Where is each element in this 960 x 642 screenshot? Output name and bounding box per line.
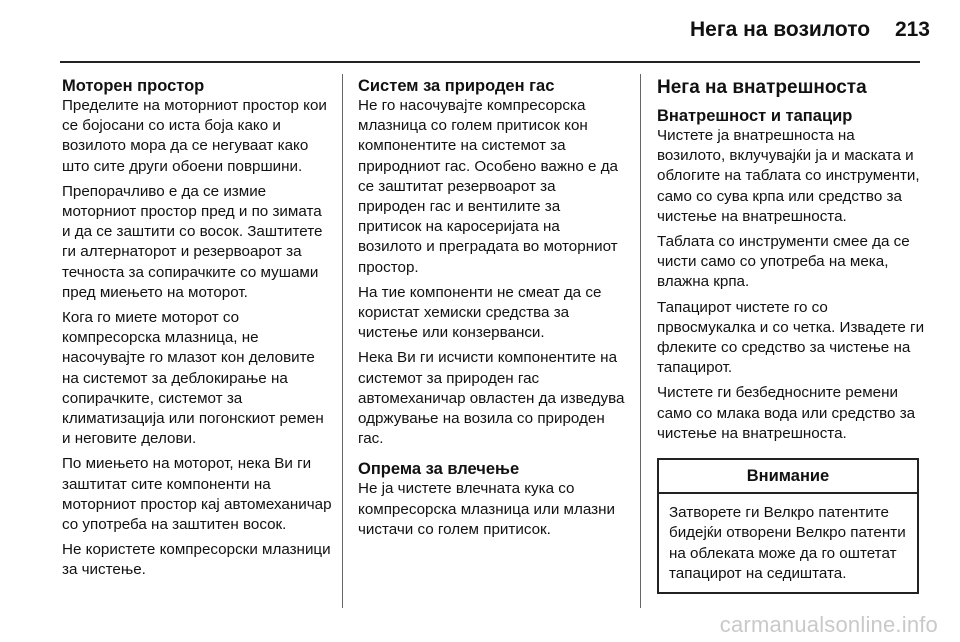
paragraph: Чистете ја внатрешноста на возилото, вклучувајќи ја и маската и облогите на таблата со инструменти, само со сува крпа или средство за чистење на внатрешноста. <box>657 127 920 225</box>
section-heading-towing-equipment: Опрема за влечење <box>358 460 520 479</box>
section-title-interior-care: Нега на внатрешноста <box>657 77 867 98</box>
column-divider-1 <box>342 74 343 608</box>
paragraph: Таблата со инструменти смее да се чисти само со употреба на мека, влажна крпа. <box>657 233 910 291</box>
paragraph: Кога го миете моторот со компресорска млазница, не насочувајте го млазот кон деловите на системот за деблокирање на сопирачките, системот за климатизација или погонскиот ремен и неговите делови. <box>62 309 324 448</box>
column-divider-2 <box>640 74 641 608</box>
caution-notice-text: Затворете ги Велкро патентите бидејќи отворени Велкро патенти на облеката може да го оштетат тапацирот на седиштата. <box>669 504 906 582</box>
caution-notice-title: Внимание <box>659 460 917 494</box>
paragraph: Не ја чистете влечната кука со компресорска млазница или млазни чистачи со голем притисок. <box>358 480 615 538</box>
column-engine-compartment <box>62 76 334 586</box>
section-heading-natural-gas: Систем за природен гас <box>358 77 555 95</box>
paragraph: Тапацирот чистете го со првосмукалка и со четка. Извадете ги флеките со средство за чистење на тапацирот. <box>657 298 925 377</box>
watermark: carmanualsonline.info <box>719 612 938 637</box>
paragraph: Нека Ви ги исчисти компонентите на системот за природен гас автомеханичар овластен да изведува одржување на возила со природен гас. <box>358 349 625 448</box>
page-number: 213 <box>894 18 930 41</box>
column-interior-care <box>657 76 927 594</box>
page-header-title: Нега на возилото <box>690 18 871 41</box>
column-natural-gas <box>358 76 626 545</box>
header-divider <box>60 61 920 63</box>
paragraph: По миењето на моторот, нека Ви ги заштитат сите компоненти на моторниот простор кај автомеханичар со употреба на заштитен восок. <box>62 455 332 534</box>
paragraph: Препорачливо е да се измие моторниот простор пред и по зимата и да се заштити со восок. Заштитете ги алтернаторот и резервоарот за течноста за сопирачките со мушами пред миењето на моторот. <box>62 182 323 301</box>
paragraph: Пределите на моторниот простор кои се бојосани со иста боја како и возилото мора да се негуваат како што сите други обоени површини. <box>62 97 327 175</box>
paragraph: Не го насочувајте компресорска млазница со голем притисок кон компонентите на системот за природниот гас. Особено важно е да се заштитат резервоарот за природен гас и вентилите за притисок на каросеријата на возилото и преградата во моторниот простор. <box>358 97 619 276</box>
subsection-heading-interior-upholstery: Внатрешност и тапацир <box>657 107 853 125</box>
section-heading-engine-compartment: Моторен простор <box>62 77 205 95</box>
paragraph: Чистете ги безбедносните ремени само со млака вода или средство за чистење на внатрешноста. <box>657 384 916 442</box>
caution-notice-box <box>657 458 919 594</box>
paragraph: Не користете компресорски млазници за чистење. <box>62 541 331 579</box>
paragraph: На тие компоненти не смеат да се користат хемиски средства за чистење или конзерванси. <box>358 283 602 342</box>
